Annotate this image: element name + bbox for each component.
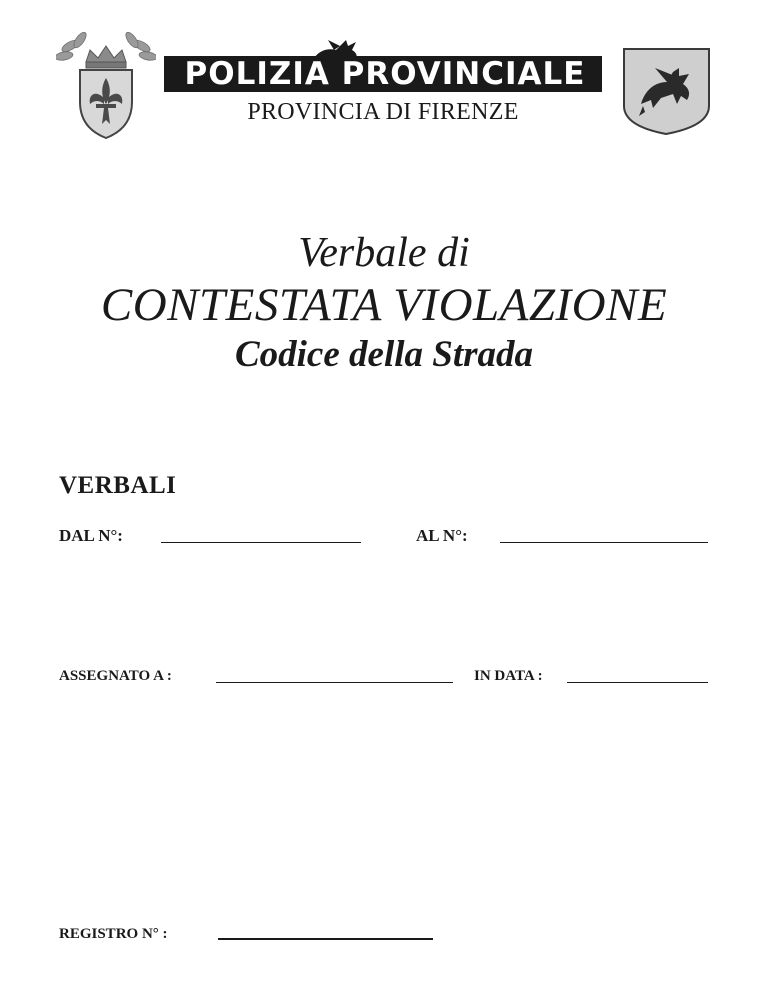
tuscany-winged-horse-shield-icon	[621, 46, 712, 136]
assegnato-field[interactable]	[216, 682, 453, 683]
florence-lily-crest-icon	[56, 32, 156, 142]
al-number-field[interactable]	[500, 542, 708, 543]
dal-number-field[interactable]	[161, 542, 361, 543]
document-title-line-3: Codice della Strada	[234, 334, 534, 375]
al-number-label: AL N°:	[416, 526, 468, 545]
province-name: PROVINCIA DI FIRENZE	[247, 99, 519, 125]
document-title-line-1: Verbale di	[298, 230, 470, 276]
in-data-label: IN DATA :	[474, 668, 543, 684]
document-title-line-2: CONTESTATA VIOLAZIONE	[100, 279, 668, 331]
police-logo-banner: POLIZIA PROVINCIALE	[164, 56, 602, 92]
assegnato-label: ASSEGNATO A :	[59, 668, 172, 684]
dal-number-label: DAL N°:	[59, 526, 123, 545]
registro-field[interactable]	[218, 938, 433, 940]
in-data-field[interactable]	[567, 682, 708, 683]
section-heading-verbali: VERBALI	[59, 472, 177, 499]
registro-label: REGISTRO N° :	[59, 926, 168, 942]
